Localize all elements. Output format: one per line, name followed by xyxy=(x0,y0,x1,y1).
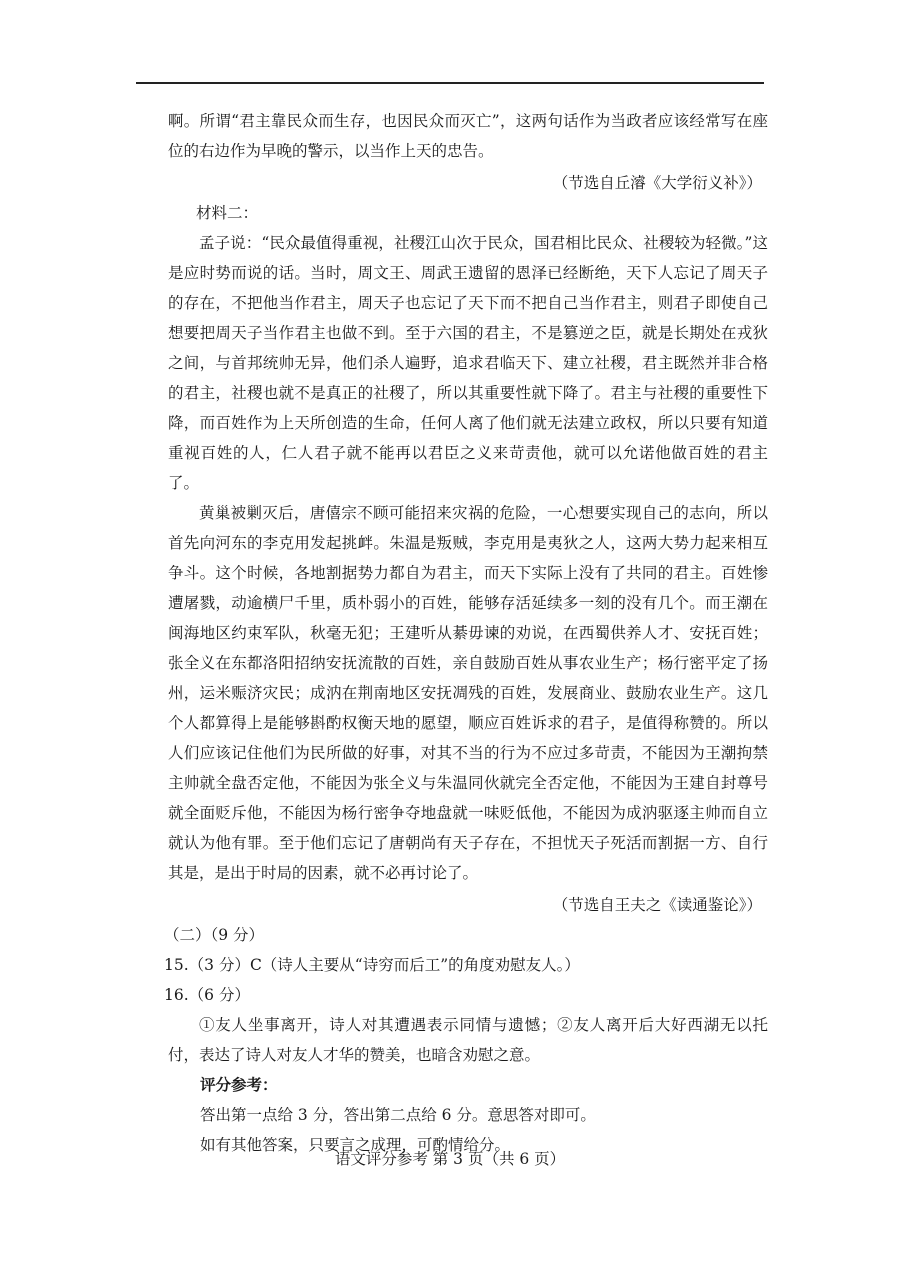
source-citation-2: （节选自王夫之《读通鉴论》） xyxy=(552,896,762,914)
question-15-answer: 15.（3 分）C（诗人主要从“诗穷而后工”的角度劝慰友人。） xyxy=(164,956,580,974)
scoring-label: 评分参考： xyxy=(200,1075,278,1094)
material-2-label: 材料二： xyxy=(196,204,259,222)
section-heading-2: （二）（9 分） xyxy=(164,926,265,944)
question-16-heading: 16.（6 分） xyxy=(164,986,250,1004)
page-footer: 语文评分参考 第 3 页（共 6 页） xyxy=(334,1150,566,1168)
header-rule xyxy=(136,82,764,84)
paragraph-3: 黄巢被剿灭后，唐僖宗不顾可能招来灾祸的危险，一心想要实现自己的志向，所以首先向河东的李克用发起挑衅。朱温是叛贼，李克用是夷狄之人，这两大势力起来相互争斗。这个时候，各地割据势力都自为君主，而天下实际上没有了共同的君主。百姓惨遭屠戮，动逾横尸千里，质朴弱小的百姓，能够存活延续多一刻的没有几个。而王潮在闽海地区约束军队，秋毫无犯；王建听从綦毋谏的劝说，在西蜀供养人才、安抚百姓；张全义在东都洛阳招纳安抚流散的百姓，亲自鼓励百姓从事农业生产；杨行密平定了扬州，运米赈济灾民；成汭在荆南地区安抚凋残的百姓，发展商业、鼓励农业生产。这几个人都算得上是能够斟酌权衡天地的愿望，顺应百姓诉求的君子，是值得称赞的。所以人们应该记住他们为民所做的好事，对其不当的行为不应过多苛责，不能因为王潮拘禁主帅就全盘否定他，不能因为张全义与朱温同伙就完全否定他，不能因为王建自封尊号就全面贬斥他，不能因为杨行密争夺地盘就一味贬低他，不能因为成汭驱逐主帅而自立就认为他有罪。至于他们忘记了唐朝尚有天子存在，不担忧天子死活而割据一方、自行其是，是出于时局的因素，就不必再讨论了。 xyxy=(168,504,768,882)
paragraph-2: 孟子说：“民众最值得重视，社稷江山次于民众，国君相比民众、社稷较为轻微。”这是应时势而说的话。当时，周文王、周武王遗留的恩泽已经断绝，天下人忘记了周天子的存在，不把他当作君主，周天子也忘记了天下而不把自己当作君主，则君子即使自己想要把周天子当作君主也做不到。至于六国的君主，不是篡逆之臣，就是长期处在戎狄之间，与首邦统帅无异，他们杀人遍野，追求君临天下、建立社稷，君主既然并非合格的君主，社稷也就不是真正的社稷了，所以其重要性就下降了。君主与社稷的重要性下降，而百姓作为上天所创造的生命，任何人离了他们就无法建立政权，所以只要有知道重视百姓的人，仁人君子就不能再以君臣之义来苛责他，就可以允诺他做百姓的君主了。 xyxy=(168,234,768,492)
page-content xyxy=(164,106,768,1160)
scoring-note-2: 如有其他答案，只要言之成理，可酌情给分。 xyxy=(200,1136,511,1154)
question-16-answer: ①友人坐事离开，诗人对其遭遇表示同情与遗憾；②友人离开后大好西湖无以托付，表达了诗人对友人才华的赞美，也暗含劝慰之意。 xyxy=(168,1016,768,1064)
scoring-note-1: 答出第一点给 3 分，答出第二点给 6 分。意思答对即可。 xyxy=(200,1106,596,1124)
paragraph-1: 啊。所谓“君主靠民众而生存，也因民众而灭亡”，这两句话作为当政者应该经常写在座位的右边作为早晚的警示，以当作上天的忠告。 xyxy=(168,112,768,160)
source-citation-1: （节选自丘濬《大学衍义补》） xyxy=(552,174,762,192)
